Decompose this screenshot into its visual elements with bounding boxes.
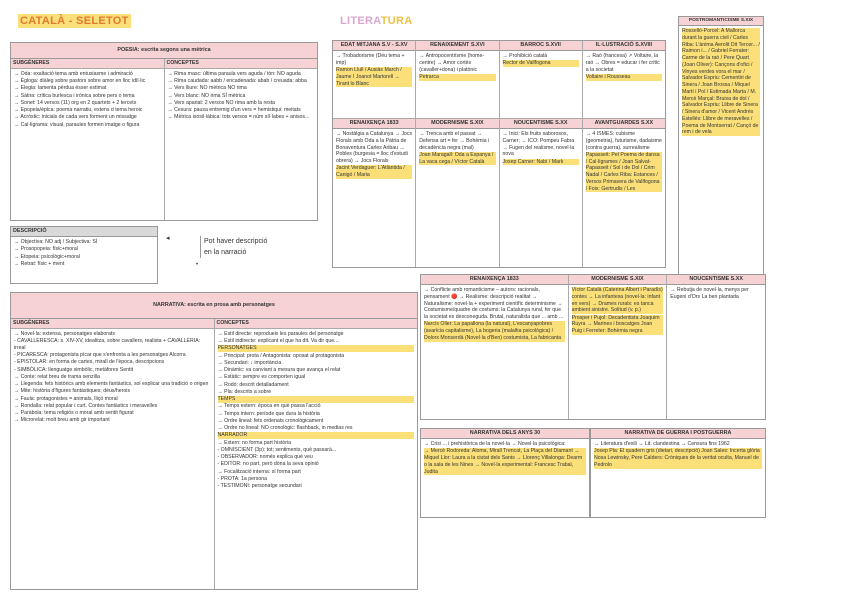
- narrativa-header: NARRATIVA: escrita en prosa amb personatges: [11, 293, 417, 319]
- lit-bot-renaixenca: RENAIXENÇA 1833: [421, 275, 568, 285]
- narrativa-concepts-header: CONCEPTES: [215, 319, 418, 329]
- narrativa-anys-30-box: NARRATIVA DELS ANYS 30 → Crisi ... i prehistòrica de la novel·la → Novel·la psicològica: → Mercè Rodoreda: Aloma, Mirall Trencat, La Plaça del Diamant → Miquel Llor: Laura a la ciutat dels Sants → Llorenç Villalonga: Dearm o la sala de les Nines → Novel·la experimental: Francesc Trabal, Judita: [420, 428, 590, 518]
- note-bullet: •: [196, 262, 199, 268]
- narrativa-concepts-list: → Estil directe: reprodueix les paraules del personatge → Estil indirecte: explicant el que ha dit. Va dir que... PERSONATGES → Principal: prota / Antagonista: oposat al protagonista → Secundari: ↓ importància → Dinàmic: va canviant a mesura que avança el relat → Estàtic: sempre es comporten igual → Rodó: descrit detalladament → Pla: descrits a sobre TEMPS → Temps extern: època en què passa l'acció → Temps intern: període que dura la història → Ordre lineal: fets ordenats cronològicament → Ordre no lineal: NO cronològic: flashback, in medias res NARRADOR → Extern: no forma part història - OMNISCIENT (3p): tot; sentiments, què passarà... - OBSERVADOR: només explica què veu - EDITOR: no part, però dóna la seva opinió → Focalització interna: sí forma part - PROTA: 1a persona - TESTIMONI: personatge secundari: [215, 329, 418, 493]
- poesia-genres-list: → Oda: exaltació tema amb entusiasme i admiració → Ègloga: diàleg sobre pastors sobre amor en lloc idíl·lic → Elegia: lamenta pèrdua ésser estimat → Sàtira: crítica burlesca i irònica sobre pers o tema → Sonet: 14 versos (11) org en 2 quartets + 2 tercets → Epopeia/èpica: poema narratiu, extens d tema heroic → Acròstic: inicials de cada vers forment un missatge → Cal·ligrama: visual, paraules formen imatge o figura: [14, 70, 146, 128]
- narrativa-guerra-box: NARRATIVA DE GUERRA I POSTGUERRA → Literatura d'exili → Lit. clandestina → Censura fins 1962 Josep Pla: El quadern gris (dietari, descripció) Joan Sales: Incerta glòria Nosa Lewinsky, Pere Calders: Cròniques de la veritat oculta, Manuel de Pedrolo: [590, 428, 766, 518]
- lit-col-modernisme: MODERNISME S.XIX: [416, 119, 498, 129]
- narrativa-guerra-header: NARRATIVA DE GUERRA I POSTGUERRA: [591, 429, 765, 439]
- section-title-literatura: LITERATURA: [340, 15, 413, 27]
- lit-col-barroc: BARROC S.XVII: [500, 41, 582, 51]
- poesia-concepts-list: → Rima masc: última paraula vers aguda / tòn: NO aguda → Rima caudada: aabb / encadenada: abab / creuada: abba → Vers lliure: NO mètrica NO rima → Vers blanc: NO rima SÍ mètrica → Vers apariat: 2 versos NO rima amb la resta → Cesura: pausa entremig d'un vers = hemistiqui: meitats → Mètrica isosil·làbica: tots versos = núm síl·labes + anisos...: [167, 70, 310, 121]
- lit-bot-modernisme: MODERNISME S.XIX: [569, 275, 667, 285]
- descripcio-box: [10, 226, 158, 284]
- narrativa-box: [10, 292, 418, 590]
- poesia-genres-header: SUBGÈNERES: [11, 59, 164, 69]
- narrativa-genres-list: → Novel·la: extensa, personatges elaborats - CAVALLERESCA: s. XIV-XV, idealitza, sobre cavallers, realista + CAVALLERIA: irreal - PICARESCA: protagonista pícar que s'enfronta a les personatges Alcorra - EPISTOLAR: en forma de cartes, mirall de l'època, descripcions - SIMBÒLICA: llenguatge simbòlic, metàfores Sentit → Conte: relat breu de trama senzilla → Llegenda: fets històrics amb elements fantàstics, sol explicar una tradició o origen → Mite: història d'figures fantàstiques; déus/herois → Faula: protagonistes = animals, lliçó moral → Rondalla: relat popular i curt. Contes fantàstics i meravelles → Paràbola: tema religiós o moral amb sentit figurat → Microrelat: molt breu amb gir important: [14, 330, 209, 424]
- lit-col-avantguardes: AVANTGUARDES S.XX: [583, 119, 665, 129]
- lit-col-renaixenca: RENAIXENÇA 1833: [333, 119, 415, 129]
- lit-col-edat-mitjana: EDAT MITJANA S.V - S.XV: [333, 41, 415, 51]
- note-text: Pot haver descripció en la narració: [200, 236, 267, 258]
- poesia-box: [10, 42, 318, 221]
- literatura-grid-bottom: RENAIXENÇA 1833 → Conflicte amb romanticisme – autors: racionals, pensament 🔴 → Realisme: descripció realitat → Naturalisme: novel·la + experiment científic determinisme → Costumisme/quadre de costums: la Catalunya rural, fer que la societat es desconeguda. Brutal, naturalista que ... amb ... Narcís Oller: La papallona (la natural), L'escanyapobres (avarícia capitalisme), La bogeria (malaltia psicològica) / Dolors Monserdà (Novel·la d'Ben) costumista, La fabricanta MODERNISME S.XIX Víctor Català (Caterina Albert i Paradís) contes → La infantesa (novel·la: infant en vers) → Drames rurals: es tanca ambient sinistre. Solitud (v. p.) Prosper i Pujol: Decadentista Joaquim Ruyra → Marines i boscatges Joan Puig i Ferreter: Bohèmia negra NOUCENTISME S.XX → Rebutja de novel·la, menys per Eugeni d'Ors La ben plantada: [420, 274, 766, 420]
- descripcio-list: → Objectiva: NO adj / Subjectiva: SÍ → Prosopopeia: físic+moral → Etopeia: psicològic+moral → Retrat: físic + ment: [14, 239, 98, 267]
- postromanticisme-header: POSTROMANTICISME S.XIX: [679, 17, 763, 26]
- descripcio-header: DESCRIPCIÓ: [11, 227, 157, 237]
- lit-bot-noucentisme: NOUCENTISME S.XX: [667, 275, 765, 285]
- page-title: CATALÀ - SELETOT: [20, 15, 129, 27]
- postromanticisme-box: POSTROMANTICISME S.XIX Rosselló-Porcel: A Mallorca durant la guerra civil / Carles Riba: L'ànima Aerolit Dit Tercer... / Raimon i... / Gabriel Ferrater: Carme de la raó / Pere Quart (Joan Oliver): Cançons d'ofici / Vinyes verdes vora el mar / Salvador Espriu: Cementiri de Sinera / Joan Brossa / Miquel Martí i Pol / Estimada Marta / M. Mercè Marçal: Bruixa de dol / Salvador Espriu: Llibre de Sinera / Sinera d'amor / Vicent Andrés Estellés: Llibre de meravelles / Poema de Montserrat / Cançó de rem i de vela: [678, 16, 764, 298]
- narrativa-genres-header: SUBGÈNERES: [11, 319, 214, 329]
- lit-col-noucentisme: NOUCENTISME S.XX: [500, 119, 582, 129]
- poesia-header: POESIA: escrita segons una mètrica: [11, 43, 317, 58]
- narrativa-anys-30-header: NARRATIVA DELS ANYS 30: [421, 429, 589, 439]
- note-arrow: ◂: [166, 235, 170, 242]
- poesia-concepts-header: CONCEPTES: [165, 59, 318, 69]
- literatura-grid-top: EDAT MITJANA S.V - S.XV → Trobadorisme (Déu tema + imp) Ramon Llull / Ausiàs March / Jaume I Joanot Martorell → Tirant lo Blanc RENAIXEMENT S.XVI → Antropocentrisme (home-centre) → Amor cortès (cavaller+dona) i platònic Petrarca BARROC S.XVII → Prohibició català Rector de Vallfogona IL·LUSTRACIÓ S.XVIII → Raó (francesa) ↗ Voltaire, la raó → Obres = educar i fer crític a la societat Voltaire i Rousseau RENAIXENÇA 1833 → Nostàlgia a Catalunya → Jocs Florals amb Oda a la Pàtria de Bonaventura Carles Aribau → Pobles (burgesia = lloc d'estudi obrera) → Jocs Florals Jacint Verdaguer: L'Atlàntida / Canigó / Maria MODERNISME S.XIX → Trenca amb el passat → Defensa art = fer → Bohèmia i decadència negra (mal) Joan Maragall: Oda a Espanya / La vaca cega / Víctor Català NOUCENTISME S.XX → Inici: Els fruits saborosos, Carner; → ICO: Pompeu Fabra → Fugen del realisme, novel·la nova Josep Carner: Nabí / Mark AVANTGUARDES S.XX → 4 ISMES: cubisme (geometria), futurisme, dadaisme (contra guerra), surrealisme Papasseit: Pel Poema de dansa / Cal·ligrames / Joan Salvat-Papasseit / Sol i de Dol / Crim Nadal / Carles Riba: Estances / Versos Primavera de Vallfogona / Foix: Gertrudis / Les: [332, 40, 666, 268]
- lit-col-illustracio: IL·LUSTRACIÓ S.XVIII: [583, 41, 665, 51]
- lit-col-renaixement: RENAIXEMENT S.XVI: [416, 41, 498, 51]
